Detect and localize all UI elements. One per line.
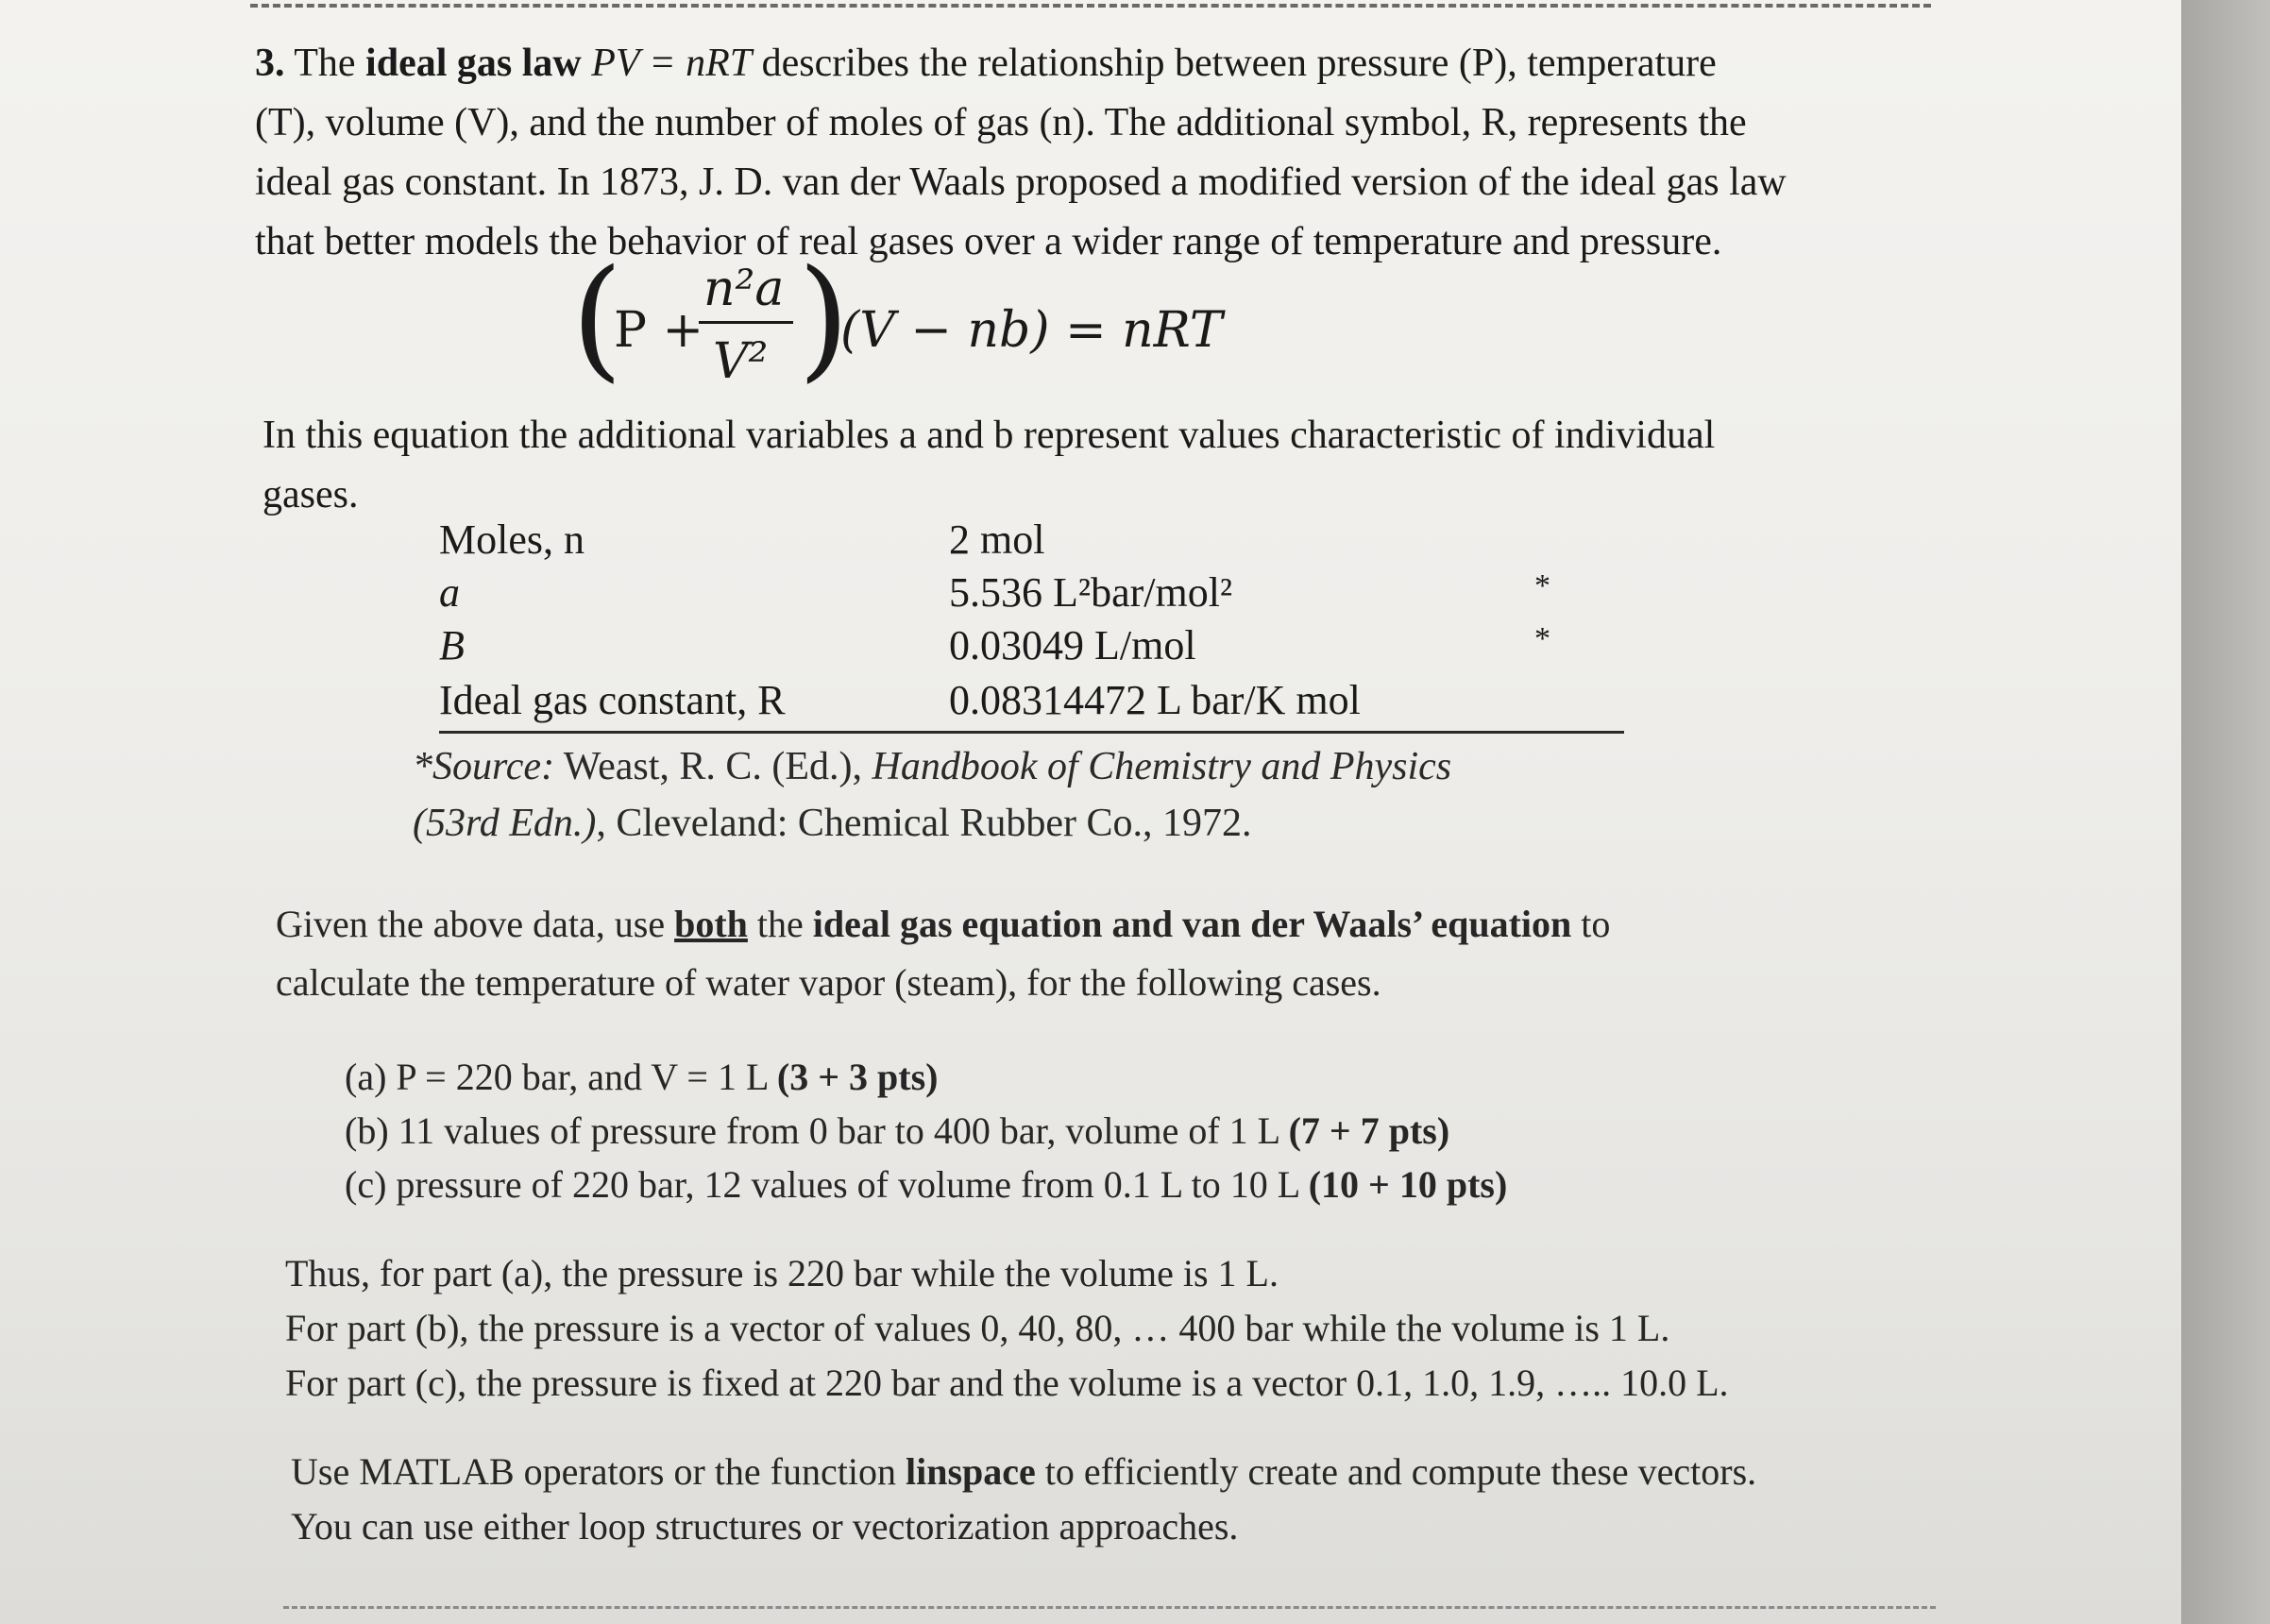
problem-line-4: that better models the behavior of real gases over a wider range of temperature and pressure. xyxy=(255,220,1722,263)
problem-intro xyxy=(255,34,1955,272)
row-name: B xyxy=(439,622,465,668)
source-label: *Source: xyxy=(413,745,555,788)
eq-p-plus: P + xyxy=(614,302,704,359)
task-text xyxy=(276,895,1975,1012)
additional-line-2: gases. xyxy=(263,473,359,516)
matlab-line-1 xyxy=(291,1445,1990,1499)
problem-number: 3. xyxy=(255,42,285,85)
task-line-1 xyxy=(276,895,1975,954)
table-bottom-rule xyxy=(439,731,1624,734)
linspace-term: linspace xyxy=(905,1450,1036,1493)
part-b-points: (7 + 7 pts) xyxy=(1288,1109,1450,1152)
matlab-line-2: You can use either loop structures or vectorization approaches. xyxy=(291,1505,1239,1548)
additional-variables-text xyxy=(263,406,1962,525)
problem-line-3: ideal gas constant. In 1873, J. D. van der Waals proposed a modified version of the ideal gas law xyxy=(255,161,1787,204)
part-a-text: (a) P = 220 bar, and V = 1 L xyxy=(345,1056,777,1098)
ideal-gas-equation: PV = nRT xyxy=(591,42,753,85)
row-value: 0.03049 L/mol xyxy=(949,622,1196,668)
task-post: to xyxy=(1571,903,1611,945)
eq-denominator: V² xyxy=(713,333,769,390)
table-row xyxy=(439,621,1629,674)
matlab-pre: Use MATLAB operators or the function xyxy=(291,1450,906,1493)
row-star: * xyxy=(1534,621,1550,656)
problem-line-1 xyxy=(255,34,1955,93)
van-der-waals-equation xyxy=(571,244,1421,414)
source-line-2 xyxy=(413,795,1451,852)
additional-line-1: In this equation the additional variables a and b represent values characteristic of individual xyxy=(263,414,1716,457)
matlab-post: to efficiently create and compute these vectors. xyxy=(1035,1450,1757,1493)
source-line-1 xyxy=(413,738,1451,795)
row-name: a xyxy=(439,569,460,616)
table-row xyxy=(439,516,1629,568)
part-a xyxy=(345,1050,1507,1104)
source-title: Handbook of Chemistry and Physics xyxy=(872,745,1452,788)
problem-line-2: (T), volume (V), and the number of moles of gas (n). The additional symbol, R, represents the xyxy=(255,101,1747,144)
task-line-2: calculate the temperature of water vapor (steam), for the following cases. xyxy=(276,961,1381,1004)
equations-emphasis: ideal gas equation and van der Waals’ equation xyxy=(812,903,1572,945)
both-emphasis: both xyxy=(674,903,748,945)
table-source-note xyxy=(413,738,1451,852)
thus-text xyxy=(285,1246,1985,1411)
intro-line-1-rest: describes the relationship between pressure (P), temperature xyxy=(752,42,1717,85)
thus-line-1: Thus, for part (a), the pressure is 220 bar while the volume is 1 L. xyxy=(285,1252,1279,1294)
row-name: Moles, n xyxy=(439,516,584,563)
right-paren: ) xyxy=(798,242,850,396)
part-c xyxy=(345,1158,1507,1211)
matlab-text xyxy=(291,1445,1990,1554)
row-value: 2 mol xyxy=(949,516,1045,563)
fraction-bar xyxy=(699,321,793,324)
intro-pre: The xyxy=(294,42,366,85)
eq-rest: (V − nb) = nRT xyxy=(840,302,1223,359)
ideal-gas-law-term: ideal gas law xyxy=(365,42,582,85)
source-publisher: , Cleveland: Chemical Rubber Co., 1972. xyxy=(596,802,1252,845)
table-row xyxy=(439,568,1629,621)
row-value: 5.536 L²bar/mol² xyxy=(949,569,1233,616)
parts-list xyxy=(345,1050,1507,1211)
top-dashed-rule xyxy=(250,4,1931,8)
part-a-points: (3 + 3 pts) xyxy=(776,1056,939,1098)
left-paren: ( xyxy=(571,242,623,396)
bottom-dashed-rule xyxy=(283,1606,1936,1609)
source-author: Weast, R. C. (Ed.), xyxy=(554,745,872,788)
part-c-text: (c) pressure of 220 bar, 12 values of volume from 0.1 L to 10 L xyxy=(345,1163,1309,1206)
source-edition: (53rd Edn.) xyxy=(413,802,597,845)
part-b-text: (b) 11 values of pressure from 0 bar to 400 bar, volume of 1 L xyxy=(345,1109,1289,1152)
thus-line-3: For part (c), the pressure is fixed at 220 bar and the volume is a vector 0.1, 1.0, 1.9, ….. 10.0 L. xyxy=(285,1362,1729,1404)
row-name: Ideal gas constant, R xyxy=(439,677,786,723)
part-c-points: (10 + 10 pts) xyxy=(1308,1163,1508,1206)
task-mid: the xyxy=(747,903,813,945)
task-pre: Given the above data, use xyxy=(276,903,675,945)
row-star: * xyxy=(1534,568,1550,603)
table-row xyxy=(439,676,1629,729)
thus-line-2: For part (b), the pressure is a vector of values 0, 40, 80, … 400 bar while the volume is 1 L. xyxy=(285,1307,1670,1349)
page-edge-shadow xyxy=(2181,0,2270,1624)
eq-numerator: n²a xyxy=(703,261,785,317)
part-b xyxy=(345,1104,1507,1158)
row-value: 0.08314472 L bar/K mol xyxy=(949,677,1361,723)
